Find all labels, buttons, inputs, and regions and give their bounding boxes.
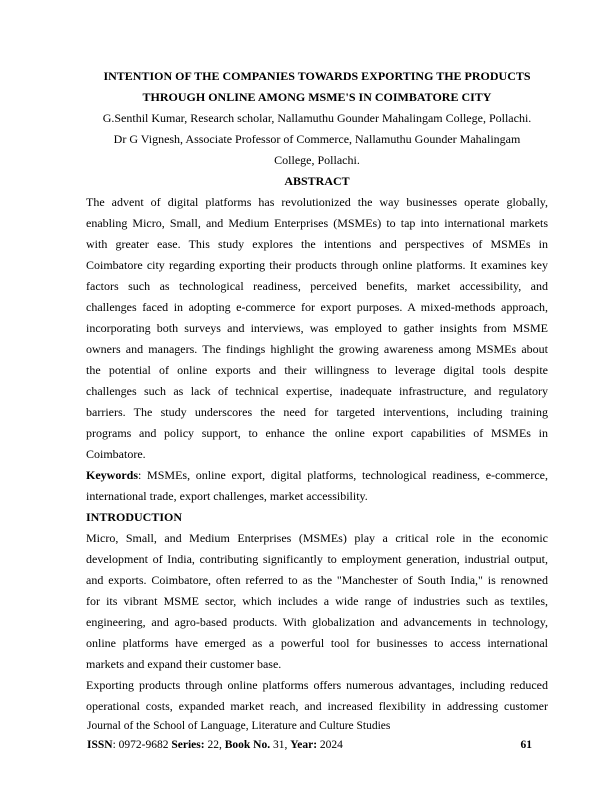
footer-bold-segment: Series: bbox=[171, 739, 205, 751]
keywords-line bbox=[86, 465, 548, 486]
introduction-paragraph-1 bbox=[86, 528, 548, 654]
journal-name: Journal of the School of Language, Literature and Culture Studies bbox=[87, 720, 391, 732]
author-line: College, Pollachi. bbox=[274, 153, 360, 167]
author-line: Dr G Vignesh, Associate Professor of Commerce, Nallamuthu Gounder Mahalingam bbox=[113, 132, 521, 146]
issn-text bbox=[87, 739, 343, 751]
paper-title-line: THROUGH ONLINE AMONG MSME'S IN COIMBATORE CITY bbox=[142, 90, 492, 104]
intro-line: for its vibrant MSME sector, which includes a wide range of industries such as textiles, bbox=[86, 594, 548, 608]
footer-bold-segment: ISSN bbox=[87, 739, 113, 751]
intro-line: online platforms have emerged as a powerful tool for businesses to access international bbox=[86, 636, 548, 650]
abstract-line: the potential of online exports and their willingness to leverage digital tools despite bbox=[86, 363, 548, 377]
paper-title-line: INTENTION OF THE COMPANIES TOWARDS EXPORTING THE PRODUCTS bbox=[103, 69, 531, 83]
abstract-last-line: Coimbatore. bbox=[86, 447, 146, 461]
footer-bold-segment: Year: bbox=[290, 739, 318, 751]
introduction-heading: INTRODUCTION bbox=[86, 510, 183, 524]
author-block bbox=[86, 108, 548, 171]
intro-line: Exporting products through online platforms offers numerous advantages, including reduced bbox=[86, 678, 548, 692]
introduction-paragraph-2 bbox=[86, 675, 548, 717]
abstract-line: owners and managers. The findings highlight the growing awareness among MSMEs about bbox=[86, 342, 548, 356]
abstract-line: programs and policy support, to enhance the online export capabilities of MSMEs in bbox=[86, 426, 548, 440]
keywords-last-line: international trade, export challenges, market accessibility. bbox=[86, 489, 368, 503]
abstract-line: enabling Micro, Small, and Medium Enterprises (MSMEs) to tap into international markets bbox=[86, 216, 548, 230]
footer-bold-segment: Book No. bbox=[224, 739, 271, 751]
abstract-line: The advent of digital platforms has revolutionized the way businesses operate globally, bbox=[86, 195, 548, 209]
intro-line: development of India, contributing significantly to employment generation, industrial output, bbox=[86, 552, 548, 566]
author-line: G.Senthil Kumar, Research scholar, Nallamuthu Gounder Mahalingam College, Pollachi. bbox=[102, 111, 532, 125]
issn-line bbox=[87, 736, 532, 755]
abstract-line: with greater ease. This study explores the intentions and perspectives of MSMEs in bbox=[86, 237, 548, 251]
abstract-line: factors such as technological readiness, perceived benefits, market accessibility, and bbox=[86, 279, 548, 293]
abstract-line: challenges faced in adopting e-commerce for export purposes. A mixed-methods approach, bbox=[86, 300, 548, 314]
keywords-label: Keywords bbox=[86, 468, 138, 482]
keywords-rest: : MSMEs, online export, digital platforms, technological readiness, e-commerce, bbox=[138, 468, 548, 482]
intro-p1-last-line: markets and expand their customer base. bbox=[86, 657, 282, 671]
intro-line: engineering, and agro-based products. With globalization and advancements in technology, bbox=[86, 615, 548, 629]
intro-line: and exports. Coimbatore, often referred to as the "Manchester of South India," is renowned bbox=[86, 573, 548, 587]
intro-line: operational costs, expanded market reach, and increased flexibility in addressing customer bbox=[86, 699, 548, 713]
abstract-line: challenges such as lack of technical expertise, inadequate infrastructure, and regulatory bbox=[86, 384, 548, 398]
paper-title bbox=[86, 66, 548, 108]
abstract-line: barriers. The study underscores the need for targeted interventions, including training bbox=[86, 405, 548, 419]
footer-segment: 31, bbox=[270, 739, 291, 751]
footer-segment: : 0972-9682 bbox=[112, 739, 172, 751]
abstract-paragraph bbox=[86, 192, 548, 444]
page-number: 61 bbox=[520, 739, 532, 751]
footer-segment: 22, bbox=[204, 739, 225, 751]
page-footer bbox=[87, 717, 532, 755]
footer-segment: 2024 bbox=[317, 739, 343, 751]
page-content bbox=[86, 66, 548, 717]
abstract-line: Coimbatore city regarding exporting their products through online platforms. It examines key bbox=[86, 258, 548, 272]
abstract-line: incorporating both surveys and interviews, was employed to gather insights from MSME bbox=[86, 321, 548, 335]
intro-line: Micro, Small, and Medium Enterprises (MSMEs) play a critical role in the economic bbox=[86, 531, 548, 545]
abstract-heading: ABSTRACT bbox=[284, 174, 350, 188]
